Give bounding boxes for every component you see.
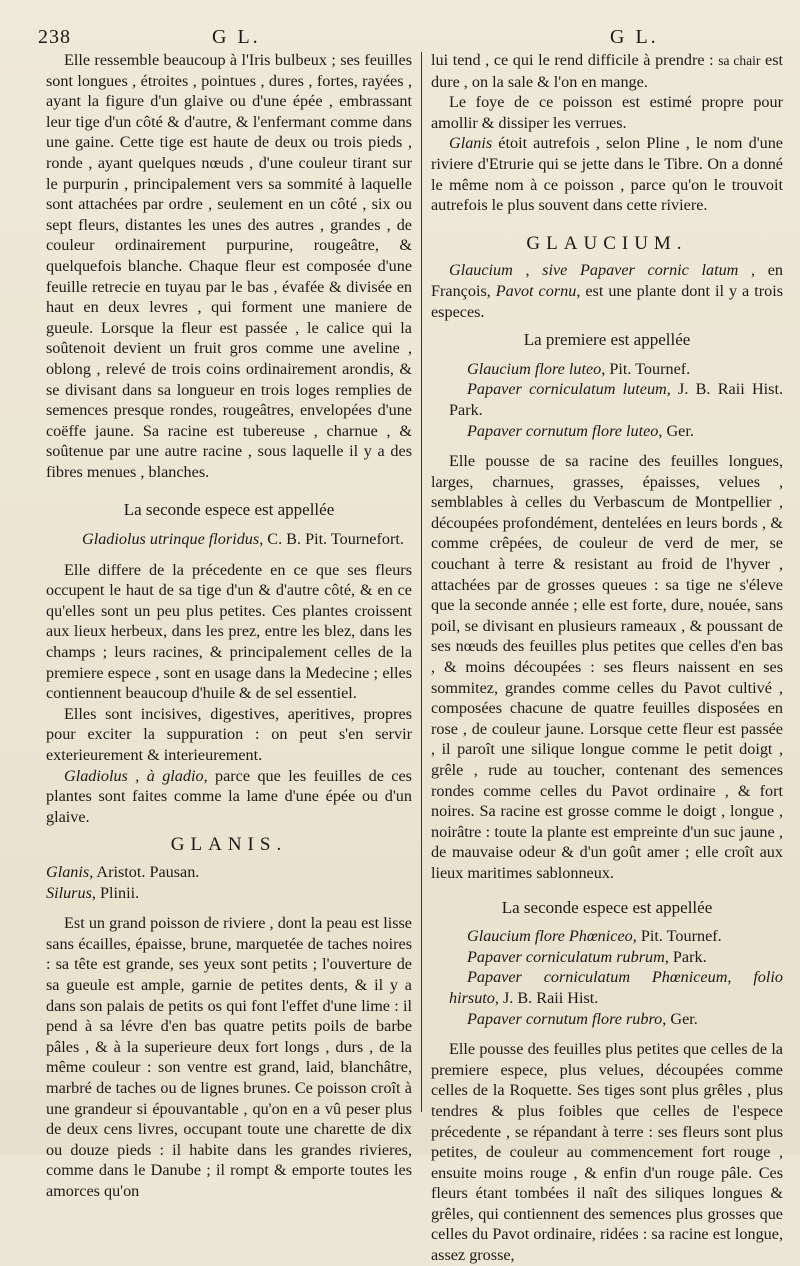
glaucium-synonym-3 [431, 421, 783, 442]
glaucium-red-synonym-1 [431, 926, 783, 947]
syn-name: Glaucium flore Phœniceo [467, 927, 633, 946]
synonym-authority: , C. B. Pit. Tournefort. [259, 530, 404, 549]
glaucium-synonym-2 [431, 379, 783, 420]
glanis-continued [431, 50, 783, 92]
syn-authority: , Pit. Tournef. [601, 359, 691, 378]
silurus-name: Silurus [46, 883, 92, 902]
subhead-second-species: La seconde espece est appellée [123, 500, 335, 520]
glaucium-fr-label: , en François, [431, 261, 783, 300]
etymology-term: Gladiolus , à gladio [64, 766, 204, 785]
right-column [431, 50, 783, 1266]
glanis-description: Est un grand poisson de riviere , dont la peau est lisse sans écailles, épaisse, brune, marquetée de taches noires : sa tête est grande, ses yeux sont petits ; l'ouverture de sa gueule est ample, garnie de petites dents, & il y a dans son palais de petits os qui font l'effet d'une lime : il pend à sa lévre d'en bas quatre petits poils de barbe pâles , & à la superieure deux fort longs , durs , de la même couleur : son ventre est grand, laid, blanchâtre, marbré de taches ou de lignes brunes. Ce poisson croît à une grandeur si épouvantable , qu'on en a vû peser plus de deux cens livres, occupant toute une charette de dix ou douze pieds : il habite dans les grandes rivieres, comme dans le Danube ; il rompt & emporte toutes les amorces qu'on [46, 914, 412, 1200]
second-species-description: Elle differe de la précedente en ce que ses fleurs occupent le haut de sa tige d'un & d'autre côté, & en ce qu'elles sont un peu plus petites. Ces plantes croissent aux lieux herbeux, dans les prez, entre les blez, dans les champs ; leurs racines, & principalement celles de la premiere espece , sont en usage dans la Medecine ; elles contiennent beaucoup d'huile & de sel essentiel. [46, 560, 412, 703]
column-divider [421, 52, 422, 1112]
subhead-second-species-glaucium: La seconde espece est appellée [501, 897, 713, 917]
gladiolus-description: Elle ressemble beaucoup à l'Iris bulbeux ; ses feuilles sont longues , étroites , pointues , dures , fortes, rayées , ayant la figure d'un glaive ou d'une épée , embrassant leur tige d'un côté & d'autre, & l'enfermant comme dans une gaine. Cette tige est haute de deux ou trois pieds , ronde , ayant quelques nœuds , d'une couleur tirant sur le purpurin , principalement vers sa sommité à laquelle sont attachées par ordre , seulement en un côté , six ou sept fleurs, distantes les unes des autres , grandes , de couleur ordinairement purpurine, rougeâtre, & quelquefois blanche. Chaque fleur est composée d'une feuille retrecie en tuyau par le bas , évafée & divisée en haut en deux levres , qui forment une maniere de gueule. Lorsque la fleur est passée , le calice qui la soûtenoit devient un fruit gros comme une aveline , oblong , relevé de trois coins ordinairement arondis, & se divisant dans sa longueur en trois loges remplies de semences presque rondes, rougeâtres, envelopées d'une coëffe jaune. Sa racine est tubereuse , charnue , & soûtenue par une autre racine , sous laquelle il y a des fibres menues , blanches. [46, 51, 412, 481]
entry-heading-glaucium: GLAUCIUM. [526, 232, 688, 254]
syn-authority: , Pit. Tournef. [632, 927, 722, 946]
right-running-title: G L. [610, 26, 659, 48]
page-number: 238 [38, 26, 71, 48]
glanis-term: Glanis [449, 134, 493, 153]
glanis-name: Glanis [46, 862, 90, 881]
left-column [46, 50, 412, 1201]
syn-name: Papaver cornutum flore luteo [467, 421, 659, 440]
glaucium-red-synonym-3 [431, 967, 783, 1008]
glanis-etymology-text: étoit autrefois , selon Pline , le nom d'une riviere d'Etrurie qui se jette dans le Tibre. On a donné le même nom à ce poisson , parce qu'on le trouvoit autrefois le plus souvent dans cette riviere. [431, 134, 783, 215]
glaucium-intro-text: , est une plante dont il y a trois especes. [431, 281, 783, 321]
glanis-etymology [431, 133, 783, 215]
glanis-synonym-1 [46, 862, 412, 883]
first-species-description: Elle pousse de sa racine des feuilles longues, larges, charnues, grasses, épaisses, velues , semblables à celles du Verbascum de Montpellier , découpées profondément, dentelées en leurs bords , & comme crêpées, de couleur de verd de mer, se couchant à terre & resistant au froid de l'hyver , attachées par de grosses queues : sa tige ne s'éleve que la seconde année ; elle est forte, dure, nouée, sans poil, se divisant en plusieurs rameaux , & poussant de ses nœuds des feuilles plus petites que celles d'en bas , & moins découpées : ses fleurs naissent en ses sommitez, grandes comme celles du Pavot cultivé , composées chacune de quatre feuilles disposées en rose , de couleur jaune. Lorsque cette fleur est passée , il paroît une silique longue comme le petit doigt , grêle , rude au toucher, contenant des semences rondes comme celles du Pavot ordinaire , & fort noires. Sa racine est grosse comme le doigt , longue , noirâtre : toute la plante est empreinte d'un suc jaune , de mauvaise odeur & d'un goût amer ; elle croît aux lieux maritimes sablonneux. [431, 452, 783, 882]
continued-end: est dure , on la sale & l'on en mange. [431, 51, 784, 91]
virtues-paragraph: Elles sont incisives, digestives, aperitives, propres pour exciter la suppuration : on peut s'en servir exterieurement & interieurement. [46, 704, 412, 764]
left-running-title: G L. [212, 26, 261, 48]
syn-name: Glaucium flore luteo [467, 359, 602, 378]
running-header [0, 20, 800, 52]
glanis-authority: , Aristot. Pausan. [89, 862, 200, 881]
subhead-first-species: La premiere est appellée [523, 330, 691, 350]
etymology-text: , parce que les feuilles de ces plantes sont faites comme la lame d'une épée ou d'un glaive. [46, 766, 412, 826]
syn-name: Papaver corniculatum Phœniceum [467, 968, 728, 987]
syn-authority: , J. B. Raii Hist. Park. [449, 380, 784, 419]
syn-authority: , Ger. [662, 1009, 698, 1028]
syn-name: Papaver corniculatum rubrum [467, 947, 665, 966]
glaucium-french: Pavot cornu [495, 281, 577, 300]
synonym-name: Gladiolus utrinque floridus [82, 530, 260, 549]
glanis-synonym-2 [46, 883, 412, 904]
glaucium-latin: Glaucium , sive Papaver cornic latum [449, 261, 739, 280]
syn-authority: , Park. [664, 947, 707, 966]
syn-authority: , Ger. [658, 421, 694, 440]
syn-name: Papaver corniculatum luteum [467, 380, 667, 399]
syn-qualifier: folio hirsuto, [449, 968, 783, 1007]
syn-authority: J. B. Raii Hist. [498, 988, 599, 1007]
glaucium-synonym-1 [431, 359, 783, 380]
silurus-authority: , Plinii. [91, 883, 140, 902]
second-species-description-glaucium: Elle pousse des feuilles plus petites que celles de la premiere espece, plus velues, découpées comme celles de la Roquette. Ses tiges sont plus grêles , plus tendres & plus foibles que celles de l'espece précedente , se répandant à terre : ses fleurs sont plus petites, de couleur au commencement fort rouge , ensuite moins rouge , & enfin d'un rouge pâle. Ces fleurs étant tombées il naît des siliques longues & grêles, qui contiennent des semences plus grosses que celles du Pavot ordinaire, ridées : sa racine est longue, assez grosse, [431, 1040, 783, 1265]
glaucium-intro [431, 260, 783, 322]
syn-name: Papaver cornutum flore rubro [467, 1009, 663, 1028]
glaucium-red-synonym-4 [431, 1009, 783, 1030]
glaucium-red-synonym-2 [431, 947, 783, 968]
entry-heading-glanis: GLANIS. [170, 834, 288, 856]
syn-sep: , [727, 968, 754, 987]
etymology-paragraph [46, 766, 412, 828]
continued-small: sa chair [718, 53, 761, 68]
synonym-line [46, 529, 412, 550]
liver-paragraph: Le foye de ce poisson est estimé propre pour amollir & dissiper les verrues. [431, 93, 783, 132]
continued-text: lui tend , ce qui le rend difficile à prendre : [431, 51, 719, 69]
